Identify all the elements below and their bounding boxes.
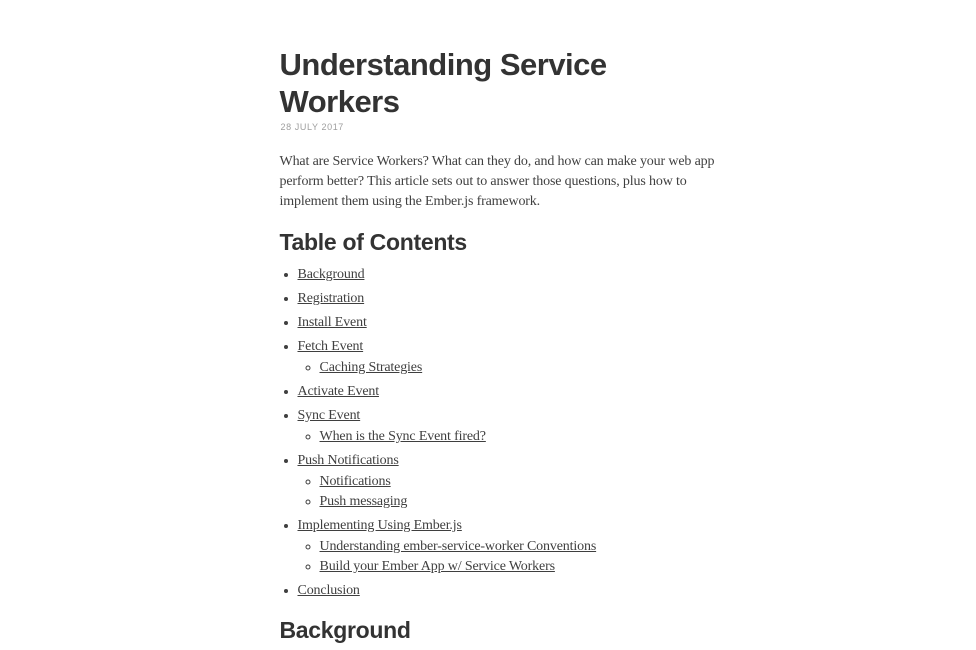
toc-link-push-notifications[interactable]: Push Notifications [297,453,399,468]
toc-item-esw-conventions [320,538,697,556]
toc-link-sync-event[interactable]: Sync Event [297,408,361,423]
intro-paragraph [279,152,715,212]
toc-heading: Table of Contents [279,229,467,255]
article [279,0,715,644]
toc-item-push-notifications [298,452,697,511]
publish-date: 28 JULY 2017 [280,122,344,132]
toc-sublist-fetch-event [298,359,697,377]
toc-link-esw-conventions[interactable]: Understanding ember-service-worker Conventions [319,539,597,554]
intro-line-1: What are Service Workers? What can they do, and how can make your web app [279,154,715,169]
toc-sublist-implementing-ember [298,538,697,576]
toc-item-implementing-ember [298,517,697,576]
toc-item-notifications [320,473,697,491]
toc-item-fetch-event [298,338,697,377]
toc-sublist-push-notifications [298,473,697,511]
table-of-contents [280,266,697,600]
intro-line-2: perform better? This article sets out to answer those questions, plus how to [279,174,687,189]
page-title: Understanding Service Workers [279,47,607,119]
toc-link-when-sync-fired[interactable]: When is the Sync Event fired? [319,429,486,444]
toc-item-caching-strategies [320,359,697,377]
toc-link-notifications[interactable]: Notifications [319,474,391,489]
toc-item-registration [298,290,697,308]
toc-link-install-event[interactable]: Install Event [297,315,367,330]
toc-item-build-ember-app [320,558,697,576]
toc-link-fetch-event[interactable]: Fetch Event [297,339,364,354]
toc-link-activate-event[interactable]: Activate Event [297,384,379,399]
toc-item-push-messaging [320,493,697,511]
toc-link-implementing-ember[interactable]: Implementing Using Ember.js [297,518,462,533]
toc-item-when-sync-fired [320,428,697,446]
section-heading-background: Background [279,617,411,643]
toc-link-background[interactable]: Background [297,267,365,282]
toc-link-caching-strategies[interactable]: Caching Strategies [319,360,423,375]
toc-item-install-event [298,314,697,332]
toc-link-push-messaging[interactable]: Push messaging [319,494,408,509]
toc-link-registration[interactable]: Registration [297,291,365,306]
toc-sublist-sync-event [298,428,697,446]
toc-item-conclusion [298,582,697,600]
toc-link-conclusion[interactable]: Conclusion [297,583,360,598]
toc-item-sync-event [298,407,697,446]
toc-item-background [298,266,697,284]
toc-item-activate-event [298,383,697,401]
intro-line-3: implement them using the Ember.js framework. [279,194,541,209]
toc-link-build-ember-app[interactable]: Build your Ember App w/ Service Workers [319,559,555,574]
